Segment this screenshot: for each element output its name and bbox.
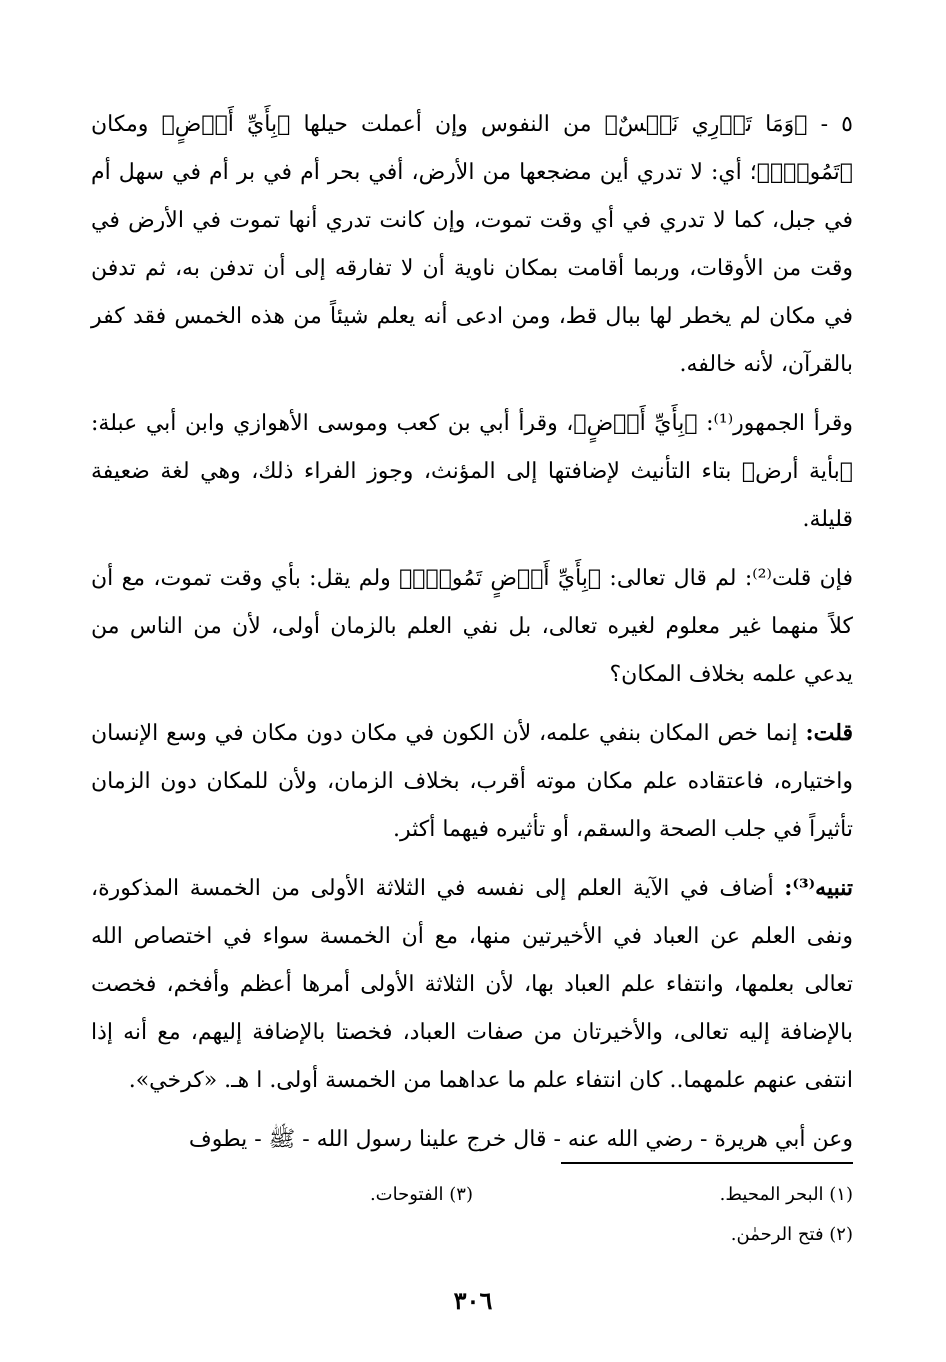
paragraph-2: [91, 399, 853, 544]
footnote-divider: [561, 1162, 853, 1164]
paragraph-5: [91, 864, 853, 1105]
paragraph-text: فإن قلت⁽²⁾: لم قال تعالى: ﴿بِأَيِّ أَرۡضٍ تَمُوتُۚ﴾ ولم يقل: بأي وقت تموت، مع أن كلاً منهما غير معلوم لغيره تعالى، بل نفي العلم بالزمان أولى، لأن من الناس من يدعي علمه بخلاف المكان؟: [91, 566, 853, 687]
footnotes: [91, 1175, 853, 1255]
footnote-1: (١) البحر المحيط.: [719, 1184, 853, 1205]
paragraph-1: [91, 100, 853, 389]
footnote-row: [91, 1215, 853, 1255]
page-number: ٣٠٦: [453, 1286, 493, 1315]
paragraph-text: ٥ - ﴿وَمَا تَدۡرِي نَفۡسٌ﴾ من النفوس وإن أعملت حيلها ﴿بِأَيِّ أَرۡضٍ﴾ ومكان ﴿تَمُوتُۚ﴾؛ أي: لا تدري أين مضجعها من الأرض، أفي بحر أم في بر أم في سهل أم في جبل، كما لا تدري في أي وقت تموت، وإن كانت تدري أنها تموت في الأرض في وقت من الأوقات، وربما أقامت بمكان ناوية أن لا تفارقه إلى أن تدفن به، ثم تدفن في مكان لم يخطر لها ببال قط، ومن ادعى أنه يعلم شيئاً من هذه الخمس فقد كفر بالقرآن، لأنه خالفه.: [91, 112, 853, 377]
main-text: [91, 100, 853, 1174]
paragraph-6: [91, 1115, 853, 1164]
paragraph-lead: قلت:: [805, 720, 853, 746]
paragraph-text: وعن أبي هريرة - رضي الله عنه - قال خرج علينا رسول الله - ﷺ - يطوف: [188, 1127, 853, 1152]
paragraph-text: إنما خص المكان بنفي علمه، لأن الكون في مكان دون مكان في وسع الإنسان واختياره، فاعتقاده علم مكان موته أقرب، بخلاف الزمان، ولأن للمكان دون الزمان تأثيراً في جلب الصحة والسقم، أو تأثيره فيهما أكثر.: [91, 721, 853, 842]
footnote-2: (٢) فتح الرحمٰن.: [730, 1224, 853, 1245]
paragraph-4: [91, 709, 853, 854]
footnote-row: [91, 1175, 853, 1215]
paragraph-3: [91, 554, 853, 699]
paragraph-text: أضاف في الآية العلم إلى نفسه في الثلاثة الأولى من الخمسة المذكورة، ونفى العلم عن العباد في الأخيرتين منها، مع أن الخمسة سواء في اختصاص الله تعالى بعلمها، وانتفاء علم العباد بها، لأن الثلاثة الأولى أمرها أعظم وأفخم، فخصت بالإضافة إليه تعالى، والأخيرتان من صفات العباد، فخصتا بالإضافة إليهم، مع أنه إذا انتفى عنهم علمهما.. كان انتفاء علم ما عداهما من الخمسة أولى. ا هـ. «كرخي».: [91, 876, 853, 1093]
paragraph-text: وقرأ الجمهور⁽¹⁾: ﴿بِأَيِّ أَرۡضٍ﴾، وقرأ أبي بن كعب وموسى الأهوازي وابن أبي عبلة: ﴿بأية أرض﴾ بتاء التأنيث لإضافتها إلى المؤنث، وجوز الفراء ذلك، وهي لغة ضعيفة قليلة.: [91, 411, 853, 532]
footnote-3: (٣) الفتوحات.: [369, 1184, 473, 1205]
paragraph-lead: تنبيه⁽³⁾:: [784, 875, 853, 901]
